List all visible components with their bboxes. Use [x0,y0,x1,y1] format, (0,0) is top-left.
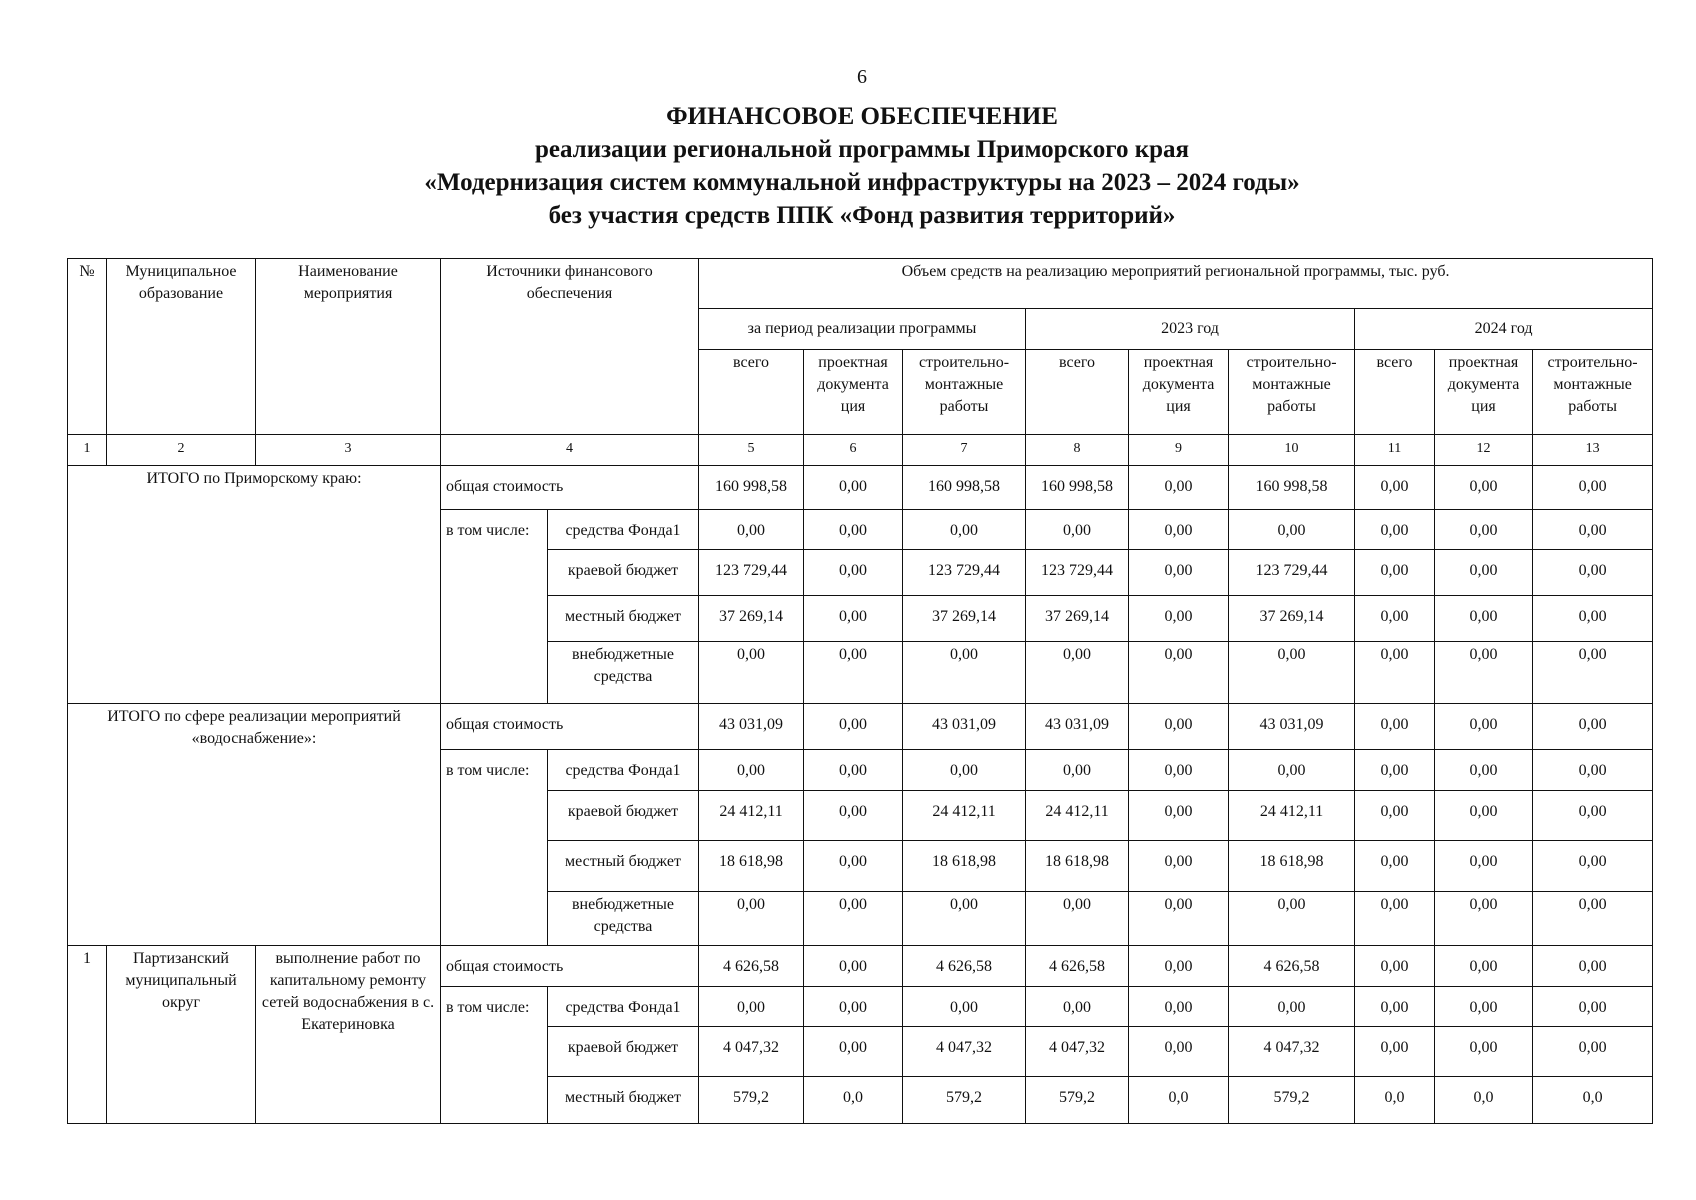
value-cell: 0,00 [699,987,804,1027]
column-number: 10 [1229,435,1355,466]
fund-label: средства Фонда1 [548,987,699,1027]
value-cell: 0,00 [804,704,903,750]
value-cell: 0,00 [1129,946,1229,987]
value-cell: 0,00 [1355,750,1435,791]
extra-budget-label: внебюджетные средства [548,642,699,704]
value-cell: 0,00 [1533,892,1653,946]
including-label: в том числе: [441,987,548,1124]
value-cell: 0,00 [804,946,903,987]
total-cost-label: общая стоимость [441,946,699,987]
value-cell: 0,00 [699,642,804,704]
row1-total-cost-row [68,946,1653,987]
value-cell: 4 626,58 [1026,946,1129,987]
value-cell: 160 998,58 [903,466,1026,510]
value-cell: 0,00 [804,987,903,1027]
column-number: 4 [441,435,699,466]
value-cell: 0,00 [903,987,1026,1027]
value-cell: 4 047,32 [903,1027,1026,1077]
value-cell: 0,00 [1533,750,1653,791]
regional-budget-label: краевой бюджет [548,1027,699,1077]
header-construction: строительно-монтажные работы [1229,350,1355,435]
header-year-2024: 2024 год [1355,309,1653,350]
value-cell: 0,00 [1533,791,1653,841]
value-cell: 579,2 [903,1077,1026,1124]
value-cell: 0,00 [1229,987,1355,1027]
value-cell: 123 729,44 [699,550,804,596]
value-cell: 0,00 [1129,596,1229,642]
value-cell: 24 412,11 [1229,791,1355,841]
value-cell: 123 729,44 [1026,550,1129,596]
value-cell: 160 998,58 [699,466,804,510]
value-cell: 43 031,09 [903,704,1026,750]
value-cell: 0,00 [1355,946,1435,987]
value-cell: 0,00 [1435,642,1533,704]
value-cell: 0,00 [1026,510,1129,550]
value-cell: 18 618,98 [1229,841,1355,892]
row1-activity: выполнение работ по капитальному ремонту сетей водоснабжения в с. Екатериновка [256,946,441,1124]
value-cell: 0,00 [804,642,903,704]
total-cost-label: общая стоимость [441,466,699,510]
value-cell: 37 269,14 [699,596,804,642]
header-year-2023: 2023 год [1026,309,1355,350]
title-line-2: реализации региональной программы Приморского края [534,136,1190,163]
value-cell: 0,00 [1533,466,1653,510]
value-cell: 0,00 [1355,1027,1435,1077]
value-cell: 0,0 [1435,1077,1533,1124]
value-cell: 0,00 [1229,642,1355,704]
value-cell: 123 729,44 [1229,550,1355,596]
column-number: 12 [1435,435,1533,466]
value-cell: 43 031,09 [1026,704,1129,750]
value-cell: 24 412,11 [1026,791,1129,841]
value-cell: 24 412,11 [903,791,1026,841]
header-design: проектная документа ция [804,350,903,435]
value-cell: 0,00 [1435,704,1533,750]
total-region-label: ИТОГО по Приморскому краю: [68,466,441,704]
header-activity: Наименование мероприятия [256,259,441,435]
value-cell: 4 626,58 [699,946,804,987]
value-cell: 0,00 [1355,596,1435,642]
row1-number: 1 [68,946,107,1124]
value-cell: 0,00 [903,510,1026,550]
header-construction: строительно-монтажные работы [1533,350,1653,435]
water-section-label: ИТОГО по сфере реализации мероприятий «водоснабжение»: [68,704,441,946]
column-numbers-row [68,435,1653,466]
value-cell: 4 047,32 [1026,1027,1129,1077]
extra-budget-label: внебюджетные средства [548,892,699,946]
local-budget-label: местный бюджет [548,596,699,642]
value-cell: 0,00 [1129,987,1229,1027]
value-cell: 0,00 [1026,892,1129,946]
column-number: 6 [804,435,903,466]
value-cell: 0,00 [1129,892,1229,946]
value-cell: 0,00 [1435,987,1533,1027]
value-cell: 0,00 [1435,466,1533,510]
value-cell: 0,0 [1533,1077,1653,1124]
value-cell: 0,00 [699,892,804,946]
header-vsego: всего [1355,350,1435,435]
value-cell: 0,00 [1129,841,1229,892]
total-region-cost-row [68,466,1653,510]
header-volume: Объем средств на реализацию мероприятий региональной программы, тыс. руб. [699,259,1653,309]
value-cell: 0,00 [1229,750,1355,791]
header-municipality: Муниципальное образование [107,259,256,435]
value-cell: 18 618,98 [699,841,804,892]
value-cell: 0,00 [1355,791,1435,841]
document-title [0,100,1696,232]
value-cell: 4 047,32 [699,1027,804,1077]
total-cost-label: общая стоимость [441,704,699,750]
column-number: 7 [903,435,1026,466]
column-number: 8 [1026,435,1129,466]
value-cell: 0,00 [1533,1027,1653,1077]
title-line-4: без участия средств ППК «Фонд развития территорий» [548,202,1176,229]
value-cell: 0,00 [699,750,804,791]
value-cell: 0,00 [1129,1027,1229,1077]
financing-table [67,258,1653,1124]
value-cell: 0,00 [1129,510,1229,550]
row1-municipality: Партизанский муниципальный округ [107,946,256,1124]
value-cell: 0,00 [1533,642,1653,704]
value-cell: 0,00 [1026,750,1129,791]
value-cell: 0,00 [1355,892,1435,946]
value-cell: 579,2 [1229,1077,1355,1124]
value-cell: 0,00 [804,596,903,642]
value-cell: 579,2 [699,1077,804,1124]
value-cell: 4 047,32 [1229,1027,1355,1077]
header-vsego: всего [1026,350,1129,435]
value-cell: 0,00 [1435,841,1533,892]
value-cell: 160 998,58 [1026,466,1129,510]
column-number: 5 [699,435,804,466]
value-cell: 0,00 [1355,550,1435,596]
value-cell: 0,00 [1129,791,1229,841]
value-cell: 18 618,98 [1026,841,1129,892]
title-line-3: «Модернизация систем коммунальной инфраструктуры на 2023 – 2024 годы» [424,169,1300,196]
value-cell: 4 626,58 [1229,946,1355,987]
header-no: № [68,259,107,435]
value-cell: 0,00 [1355,841,1435,892]
value-cell: 0,00 [1355,704,1435,750]
value-cell: 0,00 [1435,791,1533,841]
fund-label: средства Фонда1 [548,510,699,550]
value-cell: 37 269,14 [903,596,1026,642]
value-cell: 0,00 [1129,750,1229,791]
value-cell: 0,00 [1435,510,1533,550]
value-cell: 0,00 [1355,466,1435,510]
value-cell: 0,00 [903,642,1026,704]
header-row-1 [68,259,1653,309]
water-total-cost-row [68,704,1653,750]
value-cell: 0,0 [1129,1077,1229,1124]
value-cell: 0,00 [1533,596,1653,642]
value-cell: 0,00 [1435,1027,1533,1077]
value-cell: 43 031,09 [699,704,804,750]
value-cell: 37 269,14 [1026,596,1129,642]
column-number: 1 [68,435,107,466]
value-cell: 0,00 [903,892,1026,946]
value-cell: 0,00 [804,791,903,841]
header-design: проектная документа ция [1129,350,1229,435]
value-cell: 0,00 [1229,892,1355,946]
value-cell: 160 998,58 [1229,466,1355,510]
page-number: 6 [857,66,867,88]
header-construction: строительно-монтажные работы [903,350,1026,435]
value-cell: 0,00 [1435,892,1533,946]
value-cell: 0,00 [1355,510,1435,550]
value-cell: 18 618,98 [903,841,1026,892]
value-cell: 0,00 [1129,466,1229,510]
value-cell: 0,00 [1533,841,1653,892]
value-cell: 579,2 [1026,1077,1129,1124]
value-cell: 0,00 [1129,550,1229,596]
value-cell: 0,0 [1355,1077,1435,1124]
value-cell: 43 031,09 [1229,704,1355,750]
fund-label: средства Фонда1 [548,750,699,791]
value-cell: 0,00 [1533,704,1653,750]
value-cell: 0,00 [804,466,903,510]
including-label: в том числе: [441,750,548,946]
including-label: в том числе: [441,510,548,704]
value-cell: 0,00 [804,892,903,946]
value-cell: 0,0 [804,1077,903,1124]
value-cell: 0,00 [1355,987,1435,1027]
value-cell: 0,00 [699,510,804,550]
column-number: 11 [1355,435,1435,466]
value-cell: 0,00 [1533,946,1653,987]
header-period-total: за период реализации программы [699,309,1026,350]
regional-budget-label: краевой бюджет [548,550,699,596]
value-cell: 0,00 [1129,704,1229,750]
value-cell: 0,00 [804,841,903,892]
value-cell: 0,00 [1533,510,1653,550]
value-cell: 0,00 [1229,510,1355,550]
value-cell: 24 412,11 [699,791,804,841]
local-budget-label: местный бюджет [548,841,699,892]
value-cell: 0,00 [1435,946,1533,987]
value-cell: 0,00 [1026,642,1129,704]
value-cell: 0,00 [903,750,1026,791]
value-cell: 0,00 [1026,987,1129,1027]
value-cell: 0,00 [1533,550,1653,596]
value-cell: 37 269,14 [1229,596,1355,642]
value-cell: 0,00 [804,750,903,791]
column-number: 9 [1129,435,1229,466]
value-cell: 0,00 [1435,596,1533,642]
column-number: 2 [107,435,256,466]
value-cell: 0,00 [1533,987,1653,1027]
value-cell: 0,00 [1355,642,1435,704]
column-number: 13 [1533,435,1653,466]
header-sources: Источники финансового обеспечения [441,259,699,435]
column-number: 3 [256,435,441,466]
title-line-1: ФИНАНСОВОЕ ОБЕСПЕЧЕНИЕ [666,103,1058,130]
header-vsego: всего [699,350,804,435]
value-cell: 4 626,58 [903,946,1026,987]
local-budget-label: местный бюджет [548,1077,699,1124]
value-cell: 0,00 [1129,642,1229,704]
value-cell: 0,00 [804,1027,903,1077]
regional-budget-label: краевой бюджет [548,791,699,841]
value-cell: 0,00 [804,550,903,596]
value-cell: 0,00 [804,510,903,550]
value-cell: 123 729,44 [903,550,1026,596]
value-cell: 0,00 [1435,750,1533,791]
header-design: проектная документа ция [1435,350,1533,435]
value-cell: 0,00 [1435,550,1533,596]
